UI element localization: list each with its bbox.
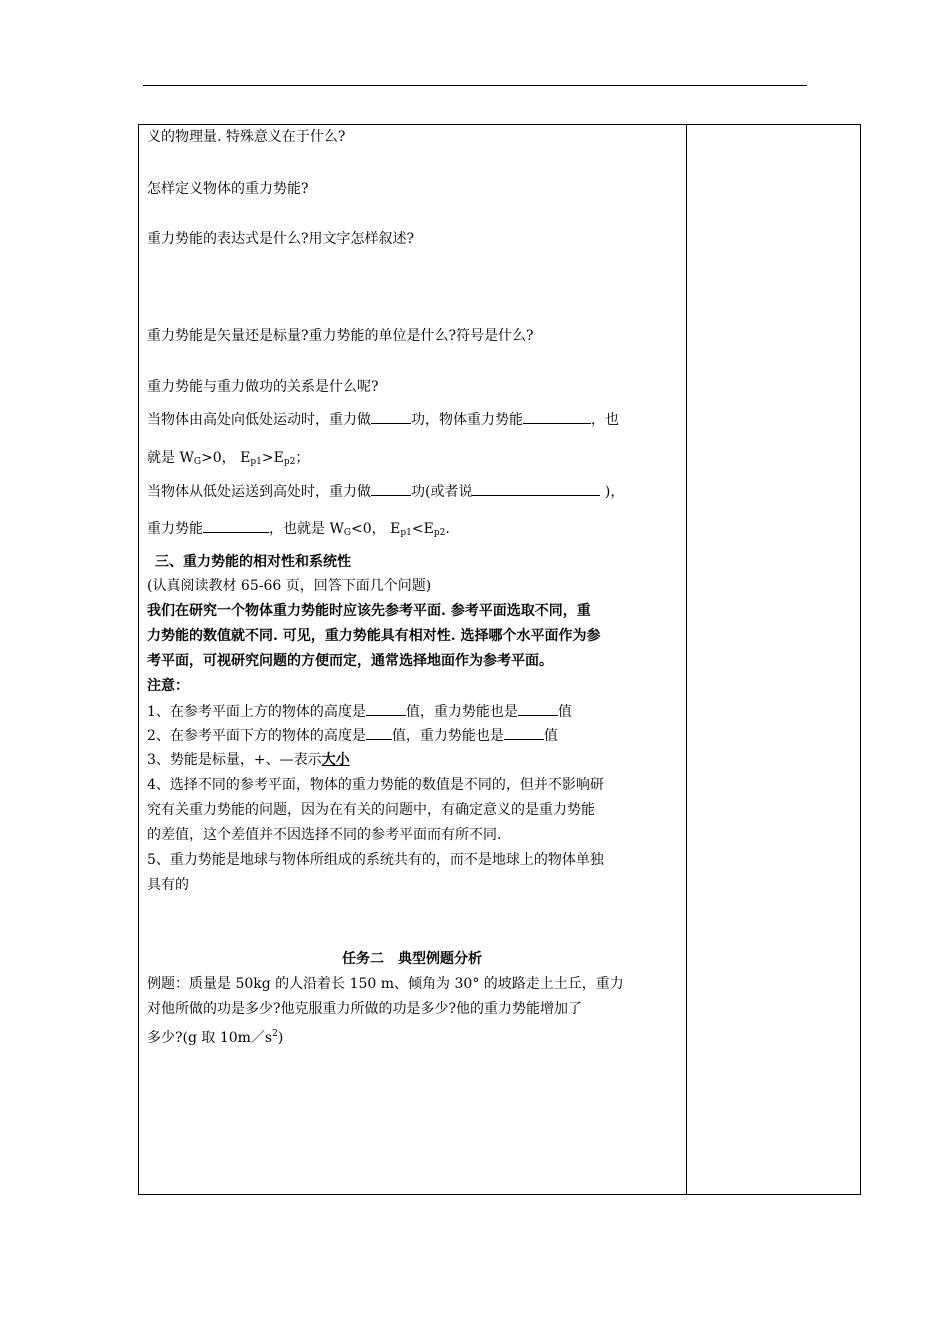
answer-blank[interactable] xyxy=(523,409,591,424)
note-item: 究有关重力势能的问题，因为在有关的问题中，有确定意义的是重力势能 xyxy=(147,802,595,818)
answer-blank[interactable] xyxy=(366,701,406,716)
answer-blank[interactable] xyxy=(203,518,269,533)
note-label: 注意： xyxy=(147,678,189,694)
note-item: 5、重力势能是地球与物体所组成的系统共有的，而不是地球上的物体单独 xyxy=(147,852,604,868)
example-text: 对他所做的功是多少?他克服重力所做的功是多少?他的重力势能增加了 xyxy=(147,1001,583,1017)
formula-line: 重力势能 ，也就是 $W_G<0$， $E_{p1}<E_{p2}$. xyxy=(147,518,450,543)
answer-blank[interactable] xyxy=(518,701,558,716)
example-text: 多少?(g 取 $10m/s^2$) xyxy=(147,1029,284,1046)
answer-blank[interactable] xyxy=(504,725,544,740)
section-note: (认真阅读教材 65-66 页，回答下面几个问题) xyxy=(147,578,432,594)
note-item: 的差值，这个差值并不因选择不同的参考平面而有所不同. xyxy=(147,827,502,843)
formula-line: 就是 $W_G>0$， $E_{p1}>E_{p2}$； xyxy=(147,450,310,467)
key-paragraph-line: 力势能的数值就不同. 可见，重力势能具有相对性. 选择哪个水平面作为参 xyxy=(147,628,601,644)
note-item: 2、在参考平面下方的物体的高度是 值，重力势能也是 值 xyxy=(147,725,558,746)
note-item: 具有的 xyxy=(147,877,189,893)
note-item: 3、势能是标量，+、—表示大小 xyxy=(147,752,350,768)
key-paragraph-line: 考平面，可视研究问题的方便而定，通常选择地面作为参考平面。 xyxy=(147,653,553,669)
answer-blank[interactable] xyxy=(371,481,411,496)
answer-blank[interactable] xyxy=(371,409,411,424)
task-heading: 任务二 典型例题分析 xyxy=(342,951,482,967)
question-text: 义的物理量. 特殊意义在于什么? xyxy=(147,129,346,145)
question-text: 重力势能是矢量还是标量?重力势能的单位是什么?符号是什么? xyxy=(147,328,534,344)
note-item: 1、在参考平面上方的物体的高度是 值，重力势能也是 值 xyxy=(147,701,572,722)
answer-blank[interactable] xyxy=(366,725,392,740)
header-rule xyxy=(143,85,807,86)
answer-blank[interactable] xyxy=(472,481,600,496)
note-item: 4、选择不同的参考平面，物体的重力势能的数值是不同的，但并不影响研 xyxy=(147,777,604,793)
question-text: 重力势能的表达式是什么?用文字怎样叙述? xyxy=(147,231,415,247)
example-text: 例题：质量是 50kg 的人沿着长 150 m、倾角为 30° 的坡路走上土丘，重力 xyxy=(147,976,624,992)
question-text: 重力势能与重力做功的关系是什么呢? xyxy=(147,379,379,395)
section-heading: 三、重力势能的相对性和系统性 xyxy=(155,554,351,570)
column-divider xyxy=(686,124,687,1195)
question-text: 怎样定义物体的重力势能? xyxy=(147,181,309,197)
key-paragraph-line: 我们在研究一个物体重力势能时应该先参考平面. 参考平面选取不同，重 xyxy=(147,603,591,619)
fill-in-line: 当物体从低处运送到高处时，重力做 功(或者说 )， xyxy=(147,481,624,502)
fill-in-line: 当物体由高处向低处运动时，重力做 功，物体重力势能 ，也 xyxy=(147,409,619,430)
